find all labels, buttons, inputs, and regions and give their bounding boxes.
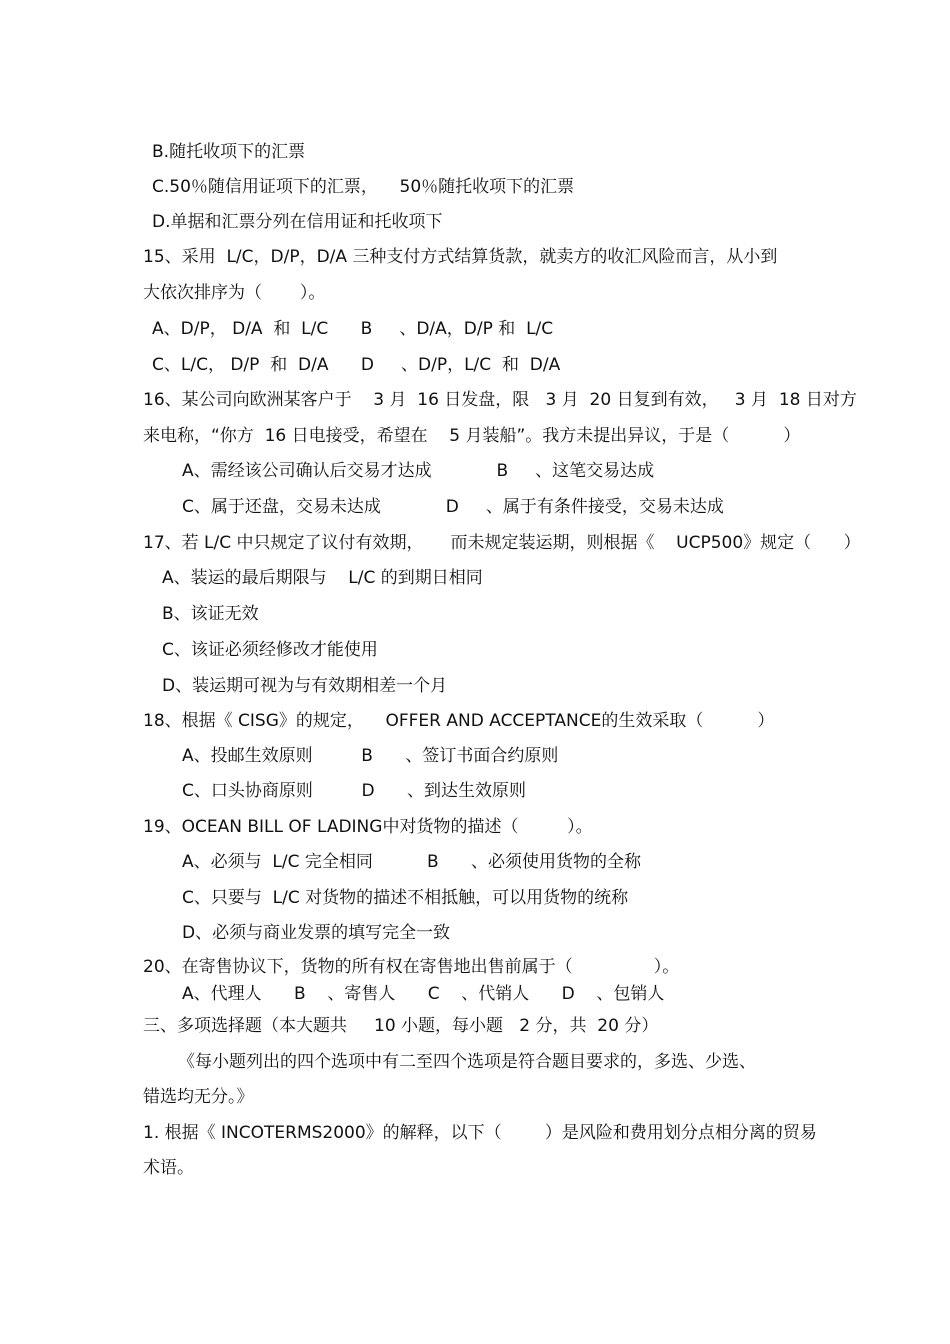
question-19-options-ab: A、必须与 L/C 完全相同 B 、必须使用货物的全称 — [182, 852, 642, 872]
question-19-option-d: D、必须与商业发票的填写完全一致 — [182, 923, 451, 943]
option-b-line: B.随托收项下的汇票 — [152, 142, 306, 162]
question-17-text: 17、若 L/C 中只规定了议付有效期， 而未规定装运期，则根据《 UCP500》规定（ ） — [143, 533, 861, 553]
question-15-options-cd: C、L/C， D/P 和 D/A D 、D/P，L/C 和 D/A — [152, 355, 561, 375]
question-18-options-cd: C、口头协商原则 D 、到达生效原则 — [182, 781, 527, 801]
question-16-options-ab: A、需经该公司确认后交易才达成 B 、这笔交易达成 — [182, 461, 655, 481]
multi-question-1-text-cont: 术语。 — [143, 1158, 194, 1178]
question-17-option-d: D、装运期可视为与有效期相差一个月 — [162, 676, 448, 696]
question-15-options-ab: A、D/P， D/A 和 L/C B 、D/A，D/P 和 L/C — [152, 319, 554, 339]
question-17-option-b: B、该证无效 — [162, 604, 259, 624]
option-d-line: D.单据和汇票分列在信用证和托收项下 — [152, 212, 443, 232]
question-15-text-cont: 大依次排序为（ ）。 — [143, 283, 326, 303]
multi-question-1-text: 1. 根据《 INCOTERMS2000》的解释，以下（ ）是风险和费用划分点相分离的贸易 — [143, 1123, 817, 1143]
section-instructions: 《每小题列出的四个选项中有二至四个选项是符合题目要求的，多选、少选、 — [178, 1052, 756, 1072]
question-20-options: A、代理人 B 、寄售人 C 、代销人 D 、包销人 — [182, 984, 665, 1004]
question-16-text-cont: 来电称，“你方 16 日电接受，希望在 5 月装船”。我方未提出异议，于是（ ） — [143, 426, 801, 446]
option-c-line: C.50％随信用证项下的汇票， 50％随托收项下的汇票 — [152, 177, 575, 197]
question-16-text: 16、某公司向欧洲某客户于 3 月 16 日发盘，限 3 月 20 日复到有效， 3 月 18 日对方 — [143, 390, 857, 410]
question-18-text: 18、根据《 CISG》的规定， OFFER AND ACCEPTANCE的生效采取（ ） — [143, 711, 775, 731]
question-17-option-a: A、装运的最后期限与 L/C 的到期日相同 — [162, 568, 483, 588]
question-16-options-cd: C、属于还盘，交易未达成 D 、属于有条件接受，交易未达成 — [182, 497, 724, 517]
question-19-option-c: C、只要与 L/C 对货物的描述不相抵触，可以用货物的统称 — [182, 888, 629, 908]
question-19-text: 19、OCEAN BILL OF LADING中对货物的描述（ ）。 — [143, 817, 593, 837]
question-15-text: 15、采用 L/C，D/P，D/A 三种支付方式结算货款，就卖方的收汇风险而言，从小到 — [143, 247, 778, 267]
section-instructions-cont: 错选均无分。》 — [143, 1087, 254, 1107]
question-18-options-ab: A、投邮生效原则 B 、签订书面合约原则 — [182, 746, 559, 766]
question-20-text: 20、在寄售协议下，货物的所有权在寄售地出售前属于（ ）。 — [143, 957, 680, 977]
section-heading: 三、多项选择题（本大题共 10 小题，每小题 2 分，共 20 分） — [143, 1016, 659, 1036]
question-17-option-c: C、该证必须经修改才能使用 — [162, 640, 378, 660]
